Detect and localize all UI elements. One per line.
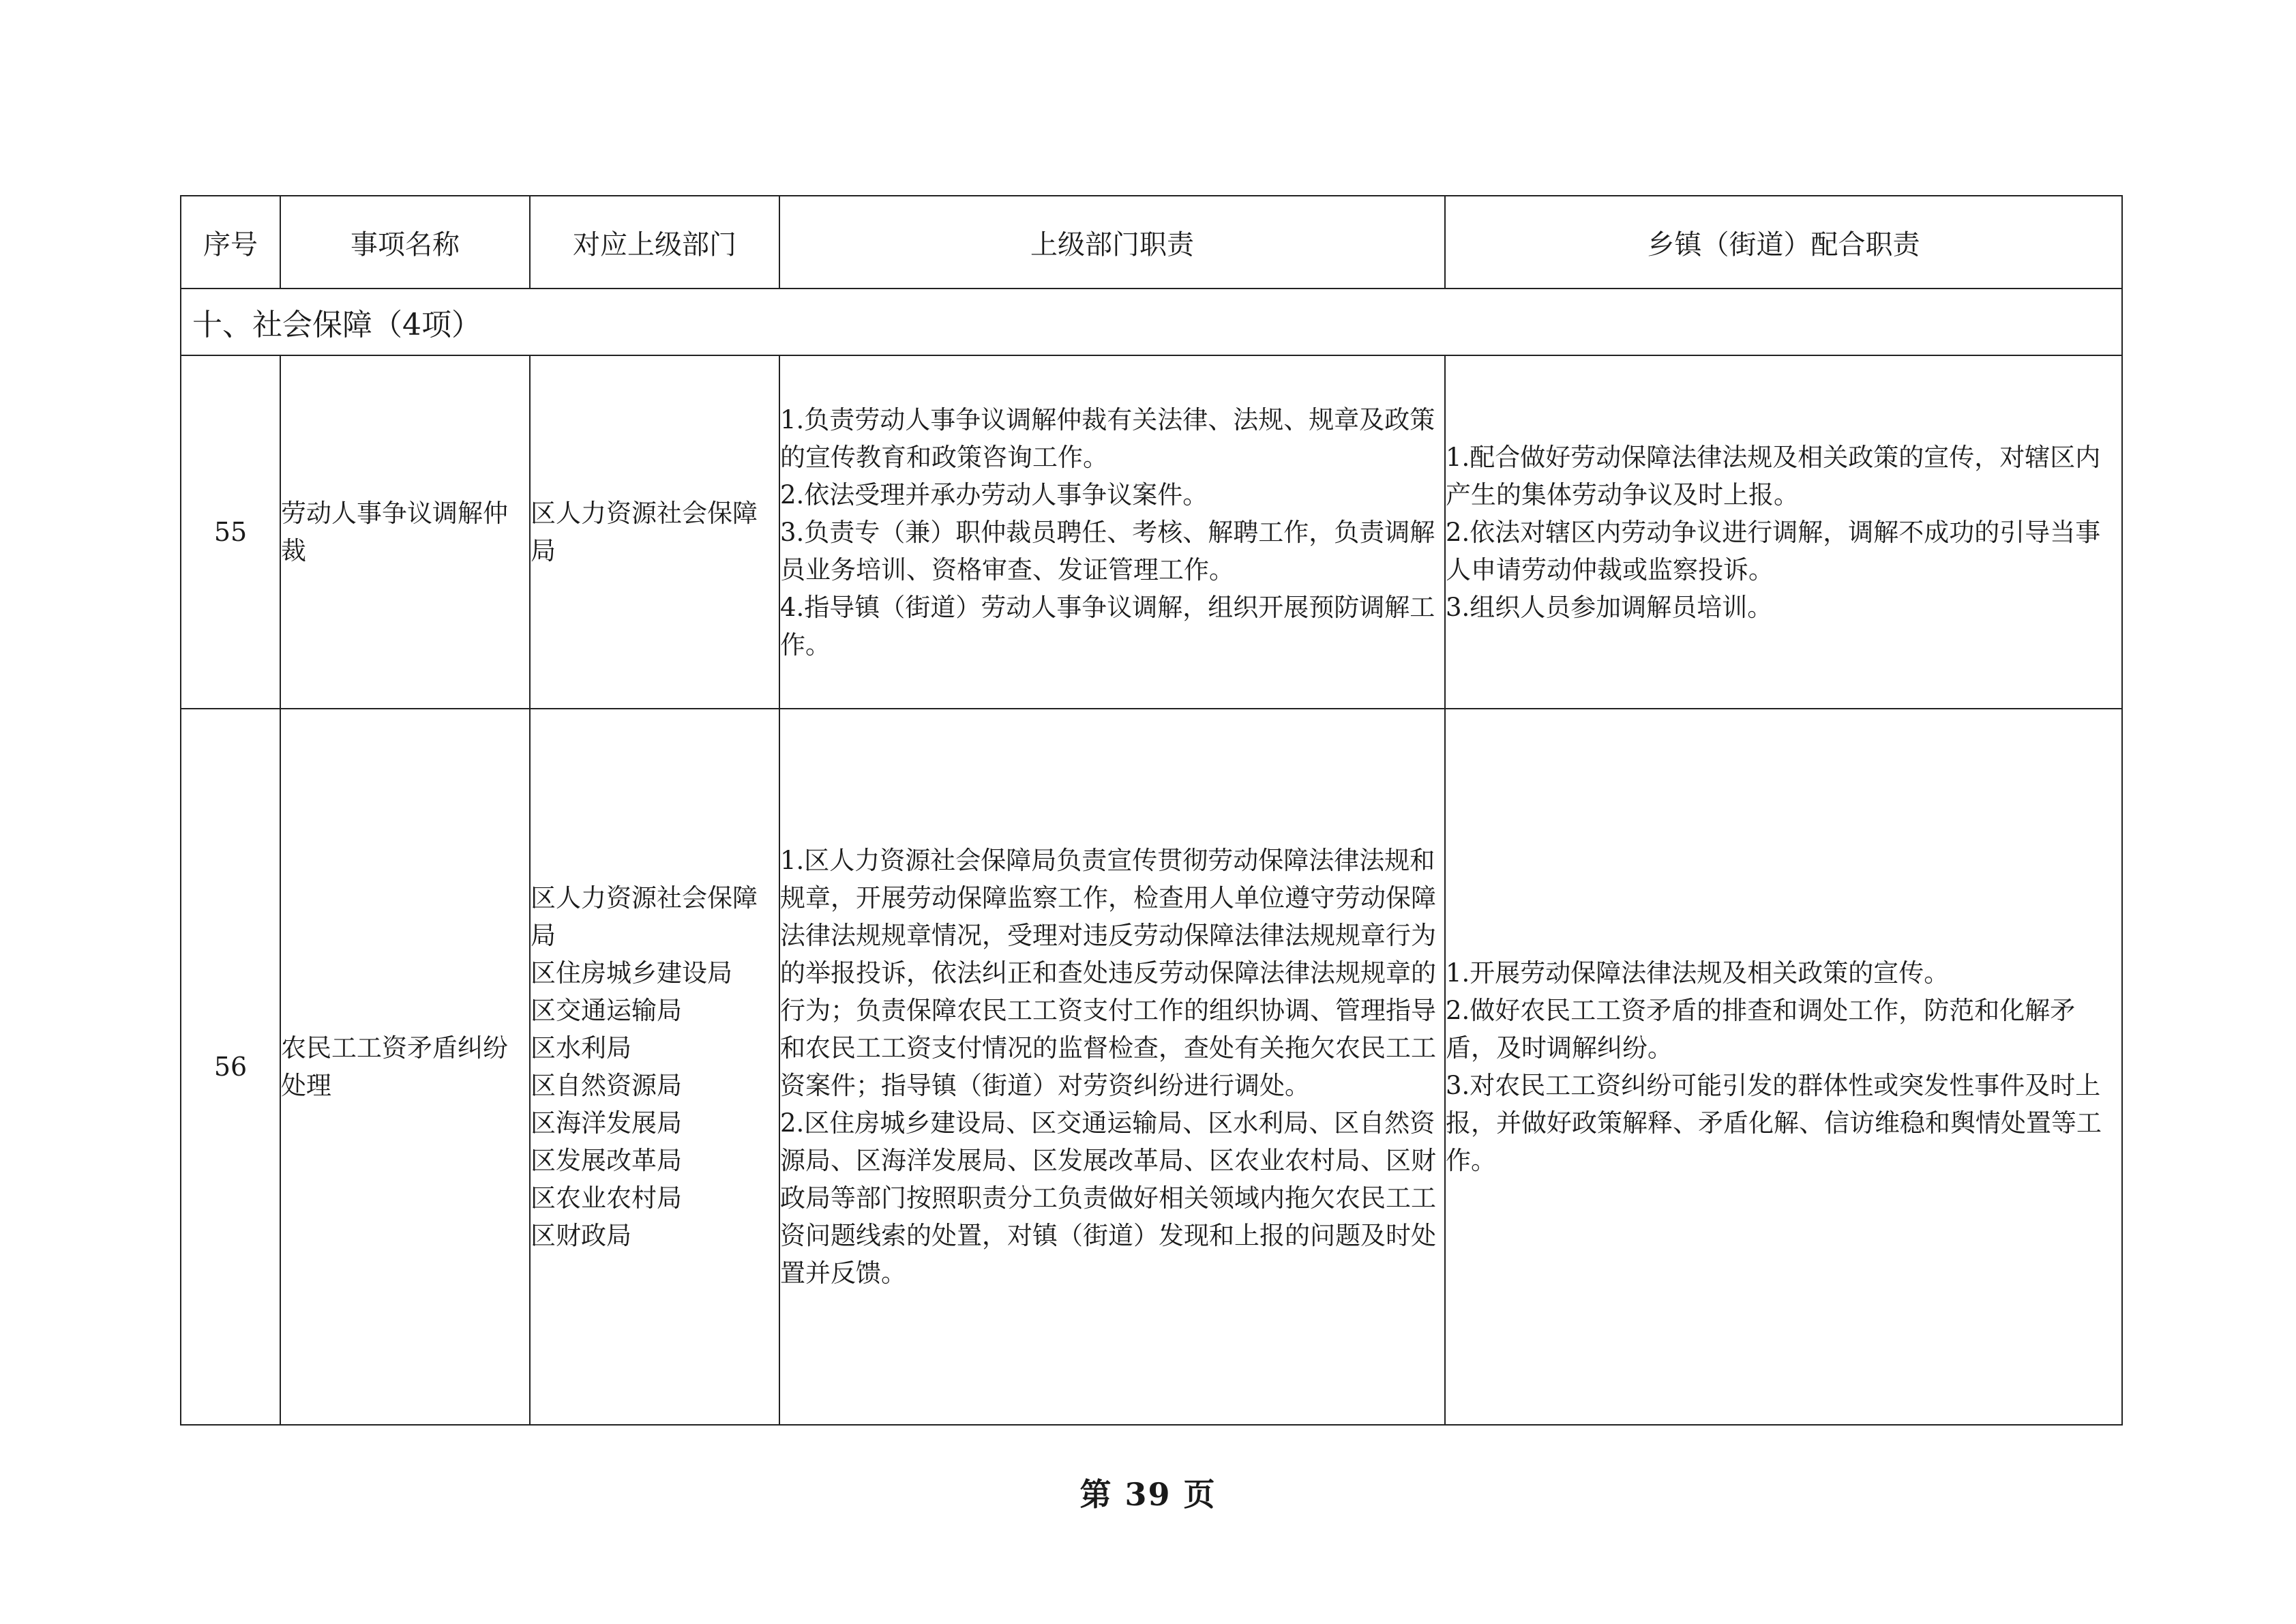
row-superior-duties xyxy=(779,355,1445,709)
header-serial-number: 序号 xyxy=(181,196,280,289)
row-department-text: 区人力资源社会保障局 xyxy=(531,499,758,565)
page-number: 第 39 页 xyxy=(1079,1476,1217,1513)
row-department xyxy=(530,355,779,709)
row-serial-number: 55 xyxy=(181,355,280,709)
row-township-duties-text: 1.配合做好劳动保障法律法规及相关政策的宣传，对辖区内产生的集体劳动争议及时上报。 2.依法对辖区内劳动争议进行调解，调解不成功的引导当事人申请劳动仲裁或监察投诉。 3.组织人员参加调解员培训。 xyxy=(1446,442,2101,622)
row-item-name-text: 农民工工资矛盾纠纷处理 xyxy=(281,1033,508,1100)
table-row xyxy=(181,709,2122,1425)
section-row xyxy=(181,289,2122,355)
row-superior-duties xyxy=(779,709,1445,1425)
row-township-duties xyxy=(1445,709,2122,1425)
row-department-text: 区人力资源社会保障局 区住房城乡建设局 区交通运输局 区水利局 区自然资源局 区海洋发展局 区发展改革局 区农业农村局 区财政局 xyxy=(531,883,758,1250)
row-township-duties-text: 1.开展劳动保障法律法规及相关政策的宣传。 2.做好农民工工资矛盾的排查和调处工作，防范和化解矛盾，及时调解纠纷。 3.对农民工工资纠纷可能引发的群体性或突发性事件及时上报，并做好政策解释、矛盾化解、信访维稳和舆情处置等工作。 xyxy=(1446,958,2102,1175)
row-township-duties xyxy=(1445,355,2122,709)
header-township-duties: 乡镇（街道）配合职责 xyxy=(1445,196,2122,289)
duty-table xyxy=(180,195,2123,1426)
header-superior-department: 对应上级部门 xyxy=(530,196,779,289)
row-department xyxy=(530,709,779,1425)
row-item-name xyxy=(280,355,530,709)
header-item-name: 事项名称 xyxy=(280,196,530,289)
header-superior-duties: 上级部门职责 xyxy=(779,196,1445,289)
row-item-name xyxy=(280,709,530,1425)
row-superior-duties-text: 1.负责劳动人事争议调解仲裁有关法律、法规、规章及政策的宣传教育和政策咨询工作。 2.依法受理并承办劳动人事争议案件。 3.负责专（兼）职仲裁员聘任、考核、解聘工作，负责调解员业务培训、资格审查、发证管理工作。 4.指导镇（街道）劳动人事争议调解，组织开展预防调解工作。 xyxy=(780,404,1435,660)
section-title: 十、社会保障（4项） xyxy=(181,289,2122,355)
row-superior-duties-text: 1.区人力资源社会保障局负责宣传贯彻劳动保障法律法规和规章，开展劳动保障监察工作，检查用人单位遵守劳动保障法律法规规章情况，受理对违反劳动保障法律法规规章行为的举报投诉，依法纠正和查处违反劳动保障法律法规规章的行为；负责保障农民工工资支付工作的组织协调、管理指导和农民工工资支付情况的监督检查，查处有关拖欠农民工工资案件；指导镇（街道）对劳资纠纷进行调处。 2.区住房城乡建设局、区交通运输局、区水利局、区自然资源局、区海洋发展局、区发展改革局、区农业农村局、区财政局等部门按照职责分工负责做好相关领域内拖欠农民工工资问题线索的处置，对镇（街道）发现和上报的问题及时处置并反馈。 xyxy=(780,846,1436,1288)
row-item-name-text: 劳动人事争议调解仲裁 xyxy=(281,499,508,565)
row-serial-number: 56 xyxy=(181,709,280,1425)
header-row xyxy=(181,196,2122,289)
table-row xyxy=(181,355,2122,709)
